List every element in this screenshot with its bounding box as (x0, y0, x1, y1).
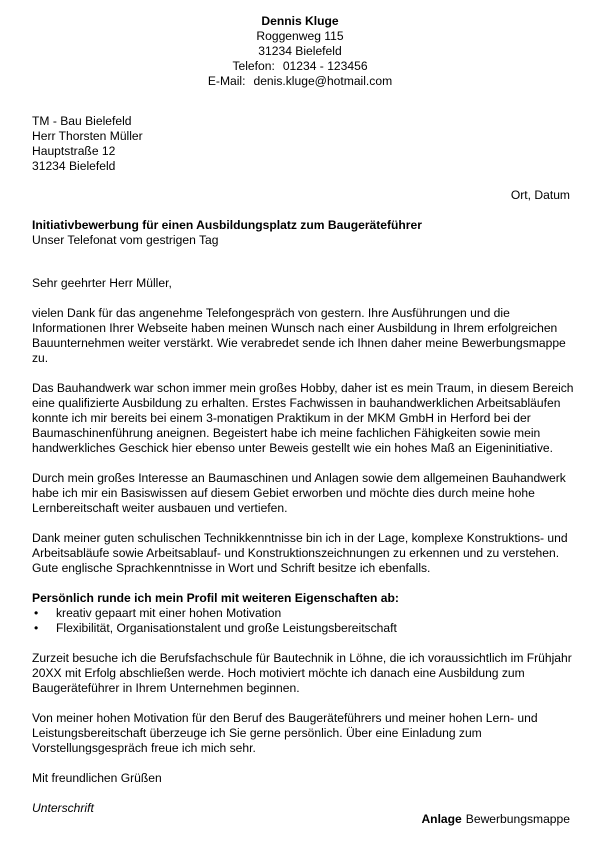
bullet-icon: • (34, 606, 39, 620)
place-date: Ort, Datum (510, 188, 570, 202)
sender-city: 31234 Bielefeld (258, 44, 342, 58)
sender-name: Dennis Kluge (261, 14, 339, 28)
attachment-value: Bewerbungsmappe (465, 812, 570, 826)
sender-email-row (0, 74, 600, 89)
salutation: Sehr geehrter Herr Müller, (32, 276, 172, 290)
body-paragraph: Von meiner hohen Motivation für den Beruf des Baugeräteführers und meiner hohen Lern- und Leistungsbereitschaft überzeuge ich Sie gerne persönlich. Über eine Einladung zum Vorstellungsgespräch freue ich mich sehr. (32, 711, 538, 755)
body-paragraph: Durch mein großes Interesse an Baumaschinen und Anlagen sowie dem allgemeinen Bauhandwerk habe ich mir ein Basiswissen auf diesem Gebiet erworben und möchte dies durch meine hohe Lernbereitschaft weiter ausbauen und vertiefen. (32, 471, 566, 515)
body-paragraph: Das Bauhandwerk war schon immer mein großes Hobby, daher ist es mein Traum, in diesem Bereich eine qualifizierte Ausbildung zu erhalten. Erstes Fachwissen in bauhandwerklichen Arbeitsabläufen konnte ich mir bereits bei einem 3-monatigen Praktikum in der MKM GmbH in Herford bei der Baumaschinenführung aneignen. Begeistert habe ich meine fachlichen Fähigkeiten sowie mein handwerkliches Geschick hier ebenso unter Beweis gestellt wie ein hohes Maß an Eigeninitiative. (32, 381, 574, 455)
signature-label: Unterschrift (32, 801, 94, 815)
recipient-street: Hauptstraße 12 (32, 144, 116, 158)
sender-phone-label: Telefon: (232, 59, 275, 73)
bullet-text: kreativ gepaart mit einer hohen Motivation (56, 606, 282, 620)
letter-body (32, 276, 577, 816)
sender-email: denis.kluge@hotmail.com (253, 74, 393, 88)
recipient-city: 31234 Bielefeld (32, 159, 116, 173)
attachment-label: Anlage (421, 812, 462, 826)
sender-phone-row (0, 59, 600, 74)
profile-heading: Persönlich runde ich mein Profil mit weiteren Eigenschaften ab: (32, 591, 399, 605)
body-paragraph: Zurzeit besuche ich die Berufsfachschule für Bautechnik in Löhne, die ich voraussichtlich im Frühjahr 20XX mit Erfolg abschließen werde. Hoch motiviert möchte ich danach eine Ausbildung zum Baugeräteführer in Ihrem Unternehmen beginnen. (32, 651, 572, 695)
body-paragraph: Dank meiner guten schulischen Technikkenntnisse bin ich in der Lage, komplexe Konstruktions- und Arbeitsabläufe sowie Arbeitsablauf- und Konstruktionszeichnungen zu erkennen und zu verstehen. Gute englische Sprachkenntnisse in Wort und Schrift besitze ich ebenfalls. (32, 531, 568, 575)
bullet-item (32, 621, 577, 636)
bullet-item (32, 606, 577, 621)
recipient-address (32, 114, 143, 174)
body-paragraph: vielen Dank für das angenehme Telefongespräch von gestern. Ihre Ausführungen und die Informationen Ihrer Webseite haben meinen Wunsch nach einer Ausbildung in Ihrem erfolgreichen Bauunternehmen weiter verstärkt. Wie verabredet sende ich Ihnen daher meine Bewerbungsmappe zu. (32, 306, 566, 365)
sender-email-label: E-Mail: (207, 74, 246, 88)
subject-block (32, 218, 572, 248)
bullet-text: Flexibilität, Organisationstalent und große Leistungsbereitschaft (56, 621, 397, 635)
bullet-icon: • (34, 621, 39, 635)
profile-bullet-list (32, 606, 577, 636)
subject-title: Initiativbewerbung für einen Ausbildungsplatz zum Baugeräteführer (32, 218, 422, 232)
attachment-line (421, 812, 570, 827)
sender-phone: 01234 - 123456 (282, 59, 368, 73)
subject-reference: Unser Telefonat vom gestrigen Tag (32, 233, 219, 247)
sender-street: Roggenweg 115 (256, 29, 344, 43)
recipient-person: Herr Thorsten Müller (32, 129, 143, 143)
sender-header (0, 14, 600, 89)
closing: Mit freundlichen Grüßen (32, 771, 162, 785)
recipient-company: TM - Bau Bielefeld (32, 114, 132, 128)
